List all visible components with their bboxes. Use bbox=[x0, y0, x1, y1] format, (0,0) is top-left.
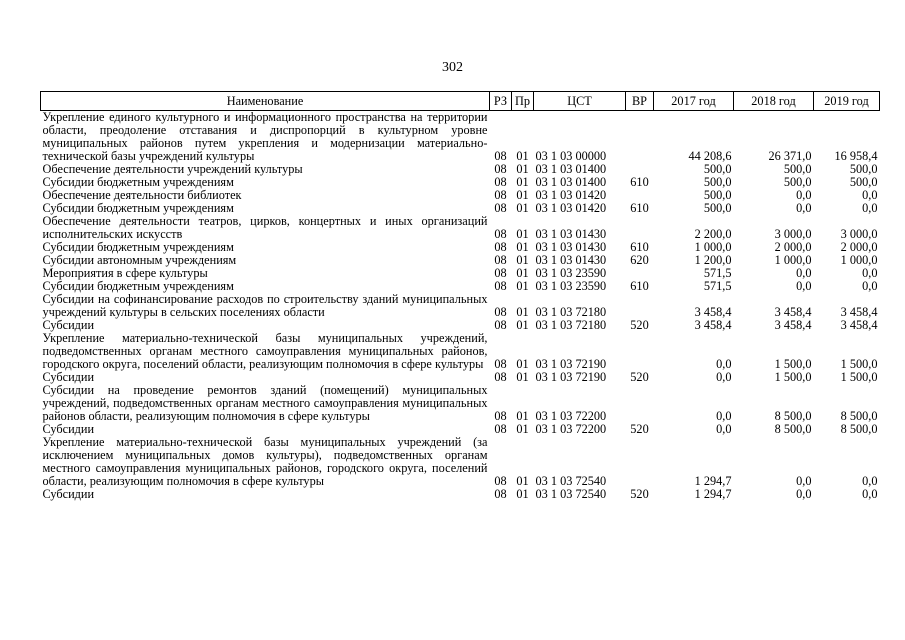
cell-2017: 0,0 bbox=[716, 422, 732, 436]
cell-cst: 03 1 03 01400 bbox=[535, 162, 607, 176]
cell-vr bbox=[626, 332, 654, 371]
cell-pr: 01 bbox=[516, 266, 529, 280]
cell-2018: 1 500,0 bbox=[774, 357, 812, 371]
cell-cst: 03 1 03 23590 bbox=[535, 279, 607, 293]
cell-pr: 01 bbox=[516, 279, 529, 293]
cell-pr: 01 bbox=[516, 370, 529, 384]
cell-cst: 03 1 03 72200 bbox=[535, 422, 607, 436]
cell-vr: 610 bbox=[630, 175, 649, 189]
cell-2018: 0,0 bbox=[796, 188, 812, 202]
cell-name: Субсидии bbox=[42, 370, 95, 384]
cell-name: Обеспечение деятельности театров, цирков, концертных и иных организаций исполнительских искусств bbox=[42, 214, 488, 241]
cell-rz: 08 bbox=[494, 201, 507, 215]
cell-name: Субсидии бюджетным учреждениям bbox=[42, 201, 234, 215]
cell-vr: 520 bbox=[630, 422, 649, 436]
cell-vr: 610 bbox=[630, 279, 649, 293]
header-2017: 2017 год bbox=[654, 92, 734, 111]
cell-2018: 8 500,0 bbox=[774, 422, 812, 436]
cell-rz: 08 bbox=[494, 409, 507, 423]
cell-vr bbox=[626, 111, 654, 164]
cell-2017: 1 200,0 bbox=[694, 253, 732, 267]
cell-rz: 08 bbox=[494, 227, 507, 241]
cell-rz: 08 bbox=[494, 149, 507, 163]
cell-2017: 3 458,4 bbox=[694, 305, 732, 319]
cell-cst: 03 1 03 00000 bbox=[535, 149, 607, 163]
cell-2017: 1 294,7 bbox=[694, 487, 732, 501]
cell-name: Субсидии бюджетным учреждениям bbox=[42, 240, 234, 254]
cell-2018: 26 371,0 bbox=[768, 149, 812, 163]
cell-vr bbox=[626, 384, 654, 423]
cell-2018: 0,0 bbox=[796, 201, 812, 215]
table-body bbox=[41, 111, 880, 502]
cell-name: Обеспечение деятельности библиотек bbox=[42, 188, 242, 202]
cell-name: Субсидии bbox=[42, 487, 95, 501]
cell-2017: 500,0 bbox=[703, 175, 732, 189]
cell-name: Субсидии bbox=[42, 318, 95, 332]
cell-name: Укрепление материально-технической базы муниципальных учреждений, подведомственных органам местного самоуправления муниципальных районов, городского округа, поселений области, реализующим полномочия в сфере культуры bbox=[42, 331, 488, 371]
cell-2019: 2 000,0 bbox=[840, 240, 878, 254]
cell-name: Укрепление материально-технической базы муниципальных учреждений (за исключением муниципальных домов культуры), подведомственных органам местного самоуправления муниципальных районов, городского округа, поселений области, реализующим полномочия в сфере культуры bbox=[42, 435, 488, 488]
cell-pr: 01 bbox=[516, 409, 529, 423]
cell-pr: 01 bbox=[516, 240, 529, 254]
cell-name: Субсидии на софинансирование расходов по строительству зданий муниципальных учреждений культуры в сельских поселениях области bbox=[42, 292, 488, 319]
cell-cst: 03 1 03 72200 bbox=[535, 409, 607, 423]
cell-2018: 0,0 bbox=[796, 279, 812, 293]
cell-2018: 3 458,4 bbox=[774, 318, 812, 332]
cell-rz: 08 bbox=[494, 240, 507, 254]
header-rz: РЗ bbox=[490, 92, 512, 111]
cell-rz: 08 bbox=[494, 318, 507, 332]
cell-vr: 610 bbox=[630, 201, 649, 215]
cell-2019: 3 000,0 bbox=[840, 227, 878, 241]
cell-rz: 08 bbox=[494, 305, 507, 319]
cell-2019: 500,0 bbox=[849, 162, 878, 176]
cell-pr: 01 bbox=[516, 188, 529, 202]
header-cst: ЦСТ bbox=[534, 92, 626, 111]
cell-cst: 03 1 03 72180 bbox=[535, 318, 607, 332]
table-row bbox=[41, 488, 880, 501]
cell-cst: 03 1 03 01400 bbox=[535, 175, 607, 189]
cell-rz: 08 bbox=[494, 487, 507, 501]
cell-2018: 1 500,0 bbox=[774, 370, 812, 384]
cell-2019: 1 500,0 bbox=[840, 370, 878, 384]
cell-pr: 01 bbox=[516, 162, 529, 176]
cell-name: Обеспечение деятельности учреждений культуры bbox=[42, 162, 303, 176]
cell-pr: 01 bbox=[516, 318, 529, 332]
cell-vr: 520 bbox=[630, 487, 649, 501]
cell-vr: 620 bbox=[630, 253, 649, 267]
cell-2017: 44 208,6 bbox=[688, 149, 732, 163]
cell-cst: 03 1 03 72180 bbox=[535, 305, 607, 319]
cell-2019: 1 500,0 bbox=[840, 357, 878, 371]
table-header-row bbox=[41, 92, 880, 111]
cell-rz: 08 bbox=[494, 188, 507, 202]
cell-2017: 0,0 bbox=[716, 357, 732, 371]
cell-pr: 01 bbox=[516, 201, 529, 215]
cell-cst: 03 1 03 01420 bbox=[535, 188, 607, 202]
cell-pr: 01 bbox=[516, 487, 529, 501]
cell-cst: 03 1 03 72540 bbox=[535, 474, 607, 488]
cell-2019: 0,0 bbox=[862, 474, 878, 488]
header-2018: 2018 год bbox=[734, 92, 814, 111]
cell-rz: 08 bbox=[494, 357, 507, 371]
page-number: 302 bbox=[442, 60, 463, 75]
cell-2017: 1 294,7 bbox=[694, 474, 732, 488]
cell-2017: 0,0 bbox=[716, 370, 732, 384]
cell-2017: 3 458,4 bbox=[694, 318, 732, 332]
table-row bbox=[41, 293, 880, 319]
cell-name: Субсидии автономным учреждениям bbox=[42, 253, 237, 267]
cell-rz: 08 bbox=[494, 253, 507, 267]
cell-pr: 01 bbox=[516, 149, 529, 163]
cell-cst: 03 1 03 72190 bbox=[535, 357, 607, 371]
cell-2018: 1 000,0 bbox=[774, 253, 812, 267]
cell-2018: 3 000,0 bbox=[774, 227, 812, 241]
cell-2018: 8 500,0 bbox=[774, 409, 812, 423]
cell-cst: 03 1 03 01430 bbox=[535, 253, 607, 267]
table-row bbox=[41, 436, 880, 488]
cell-pr: 01 bbox=[516, 305, 529, 319]
cell-2019: 500,0 bbox=[849, 175, 878, 189]
cell-vr bbox=[626, 436, 654, 488]
cell-vr: 520 bbox=[630, 370, 649, 384]
cell-name: Субсидии бюджетным учреждениям bbox=[42, 175, 234, 189]
cell-2019: 1 000,0 bbox=[840, 253, 878, 267]
cell-rz: 08 bbox=[494, 370, 507, 384]
cell-cst: 03 1 03 72540 bbox=[535, 487, 607, 501]
cell-2017: 500,0 bbox=[703, 201, 732, 215]
cell-pr: 01 bbox=[516, 422, 529, 436]
table-row bbox=[41, 111, 880, 164]
table-row bbox=[41, 215, 880, 241]
header-2019: 2019 год bbox=[814, 92, 880, 111]
cell-2017: 0,0 bbox=[716, 409, 732, 423]
cell-2017: 500,0 bbox=[703, 162, 732, 176]
cell-cst: 03 1 03 23590 bbox=[535, 266, 607, 280]
cell-2019: 0,0 bbox=[862, 487, 878, 501]
cell-vr: 520 bbox=[630, 318, 649, 332]
cell-2017: 571,5 bbox=[703, 266, 732, 280]
table-row bbox=[41, 384, 880, 423]
cell-rz: 08 bbox=[494, 162, 507, 176]
cell-2018: 2 000,0 bbox=[774, 240, 812, 254]
cell-cst: 03 1 03 01430 bbox=[535, 227, 607, 241]
cell-2019: 0,0 bbox=[862, 266, 878, 280]
cell-2019: 3 458,4 bbox=[840, 305, 878, 319]
cell-pr: 01 bbox=[516, 474, 529, 488]
cell-pr: 01 bbox=[516, 175, 529, 189]
cell-2018: 500,0 bbox=[783, 162, 812, 176]
cell-2017: 1 000,0 bbox=[694, 240, 732, 254]
cell-pr: 01 bbox=[516, 227, 529, 241]
cell-pr: 01 bbox=[516, 357, 529, 371]
cell-2017: 500,0 bbox=[703, 188, 732, 202]
cell-2018: 0,0 bbox=[796, 487, 812, 501]
cell-name: Субсидии на проведение ремонтов зданий (помещений) муниципальных учреждений, подведомственных органам местного самоуправления муниципальных районов области, реализующим полномочия в сфере культуры bbox=[42, 383, 488, 423]
table-row bbox=[41, 332, 880, 371]
cell-2018: 0,0 bbox=[796, 474, 812, 488]
cell-name: Субсидии бюджетным учреждениям bbox=[42, 279, 234, 293]
cell-2019: 8 500,0 bbox=[840, 409, 878, 423]
cell-rz: 08 bbox=[494, 422, 507, 436]
cell-name: Мероприятия в сфере культуры bbox=[42, 266, 208, 280]
cell-2018: 0,0 bbox=[796, 266, 812, 280]
cell-vr: 610 bbox=[630, 240, 649, 254]
header-vr: ВР bbox=[626, 92, 654, 111]
cell-2017: 571,5 bbox=[703, 279, 732, 293]
cell-vr bbox=[626, 293, 654, 319]
cell-2019: 0,0 bbox=[862, 201, 878, 215]
cell-2018: 3 458,4 bbox=[774, 305, 812, 319]
cell-rz: 08 bbox=[494, 474, 507, 488]
cell-2018: 500,0 bbox=[783, 175, 812, 189]
cell-cst: 03 1 03 72190 bbox=[535, 370, 607, 384]
cell-name: Укрепление единого культурного и информационного пространства на территории области, преодоление отставания и диспропорций в культурном уровне муниципальных районов путем укрепления и модернизации материально-технической базы учреждений культуры bbox=[42, 110, 488, 163]
cell-rz: 08 bbox=[494, 266, 507, 280]
cell-pr: 01 bbox=[516, 253, 529, 267]
cell-vr bbox=[626, 215, 654, 241]
budget-table bbox=[40, 91, 880, 501]
cell-name: Субсидии bbox=[42, 422, 95, 436]
cell-2019: 0,0 bbox=[862, 188, 878, 202]
cell-2019: 16 958,4 bbox=[834, 149, 878, 163]
cell-cst: 03 1 03 01430 bbox=[535, 240, 607, 254]
cell-rz: 08 bbox=[494, 175, 507, 189]
cell-2019: 0,0 bbox=[862, 279, 878, 293]
header-name: Наименование bbox=[41, 92, 490, 111]
cell-2019: 8 500,0 bbox=[840, 422, 878, 436]
cell-rz: 08 bbox=[494, 279, 507, 293]
cell-2019: 3 458,4 bbox=[840, 318, 878, 332]
cell-cst: 03 1 03 01420 bbox=[535, 201, 607, 215]
header-pr: Пр bbox=[512, 92, 534, 111]
cell-2017: 2 200,0 bbox=[694, 227, 732, 241]
